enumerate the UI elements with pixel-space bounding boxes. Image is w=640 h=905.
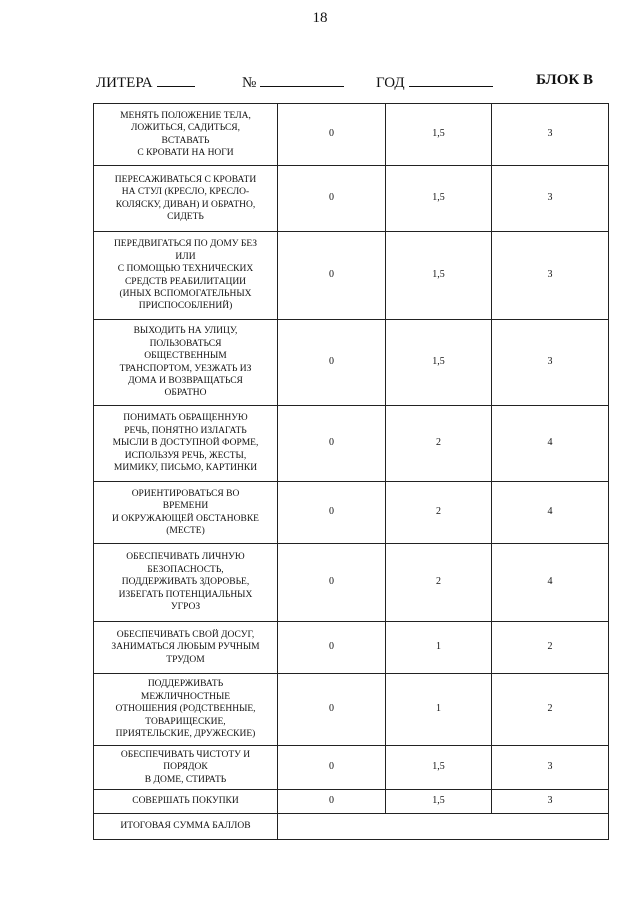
table-row — [94, 544, 609, 622]
score-cell[interactable]: 0 — [278, 622, 386, 674]
table-row — [94, 320, 609, 406]
score-cell[interactable]: 3 — [492, 166, 609, 232]
number-label: № — [242, 75, 257, 91]
ability-label: ВЫХОДИТЬ НА УЛИЦУ, ПОЛЬЗОВАТЬСЯ ОБЩЕСТВЕННЫМ ТРАНСПОРТОМ, УЕЗЖАТЬ ИЗ ДОМА И ВОЗВРАЩАТЬСЯ ОБРАТНО — [94, 320, 278, 406]
score-cell[interactable]: 4 — [492, 482, 609, 544]
table-row — [94, 232, 609, 320]
litera-field — [96, 72, 195, 92]
score-cell[interactable]: 1,5 — [386, 320, 492, 406]
score-cell[interactable]: 1,5 — [386, 790, 492, 814]
score-cell[interactable]: 0 — [278, 674, 386, 746]
ability-label: ОБЕСПЕЧИВАТЬ СВОЙ ДОСУГ, ЗАНИМАТЬСЯ ЛЮБЫМ РУЧНЫМ ТРУДОМ — [94, 622, 278, 674]
year-blank-line — [409, 72, 493, 87]
ability-label: ПЕРЕСАЖИВАТЬСЯ С КРОВАТИ НА СТУЛ (КРЕСЛО, КРЕСЛО- КОЛЯСКУ, ДИВАН) И ОБРАТНО, СИДЕТЬ — [94, 166, 278, 232]
score-cell[interactable]: 0 — [278, 544, 386, 622]
score-cell[interactable]: 2 — [386, 482, 492, 544]
number-field — [242, 72, 344, 92]
score-cell[interactable]: 3 — [492, 232, 609, 320]
score-cell[interactable]: 2 — [492, 674, 609, 746]
ability-label: ПОДДЕРЖИВАТЬ МЕЖЛИЧНОСТНЫЕ ОТНОШЕНИЯ (РОДСТВЕННЫЕ, ТОВАРИЩЕСКИЕ, ПРИЯТЕЛЬСКИЕ, ДРУЖЕСКИЕ) — [94, 674, 278, 746]
score-cell[interactable]: 4 — [492, 544, 609, 622]
score-cell[interactable]: 2 — [386, 544, 492, 622]
ability-label: ОБЕСПЕЧИВАТЬ ЧИСТОТУ И ПОРЯДОК В ДОМЕ, СТИРАТЬ — [94, 746, 278, 790]
table-row — [94, 104, 609, 166]
score-cell[interactable]: 1,5 — [386, 232, 492, 320]
table-row — [94, 674, 609, 746]
score-cell[interactable]: 1,5 — [386, 746, 492, 790]
score-cell[interactable]: 3 — [492, 790, 609, 814]
table-row — [94, 790, 609, 814]
ability-label: ПОНИМАТЬ ОБРАЩЕННУЮ РЕЧЬ, ПОНЯТНО ИЗЛАГАТЬ МЫСЛИ В ДОСТУПНОЙ ФОРМЕ, ИСПОЛЬЗУЯ РЕЧЬ, ЖЕСТЫ, МИМИКУ, ПИСЬМО, КАРТИНКИ — [94, 406, 278, 482]
assessment-table — [93, 103, 609, 840]
year-label: ГОД — [376, 75, 405, 91]
score-cell[interactable]: 0 — [278, 482, 386, 544]
score-cell[interactable]: 0 — [278, 406, 386, 482]
form-header — [96, 72, 596, 94]
score-cell[interactable]: 0 — [278, 232, 386, 320]
total-value-cell[interactable] — [278, 814, 609, 840]
litera-blank-line — [157, 72, 195, 87]
table-row — [94, 166, 609, 232]
ability-label: ПЕРЕДВИГАТЬСЯ ПО ДОМУ БЕЗ ИЛИ С ПОМОЩЬЮ ТЕХНИЧЕСКИХ СРЕДСТВ РЕАБИЛИТАЦИИ (ИНЫХ ВСПОМОГАТЕЛЬНЫХ ПРИСПОСОБЛЕНИЙ) — [94, 232, 278, 320]
score-cell[interactable]: 1 — [386, 674, 492, 746]
table-row — [94, 482, 609, 544]
score-cell[interactable]: 1,5 — [386, 166, 492, 232]
score-cell[interactable]: 3 — [492, 320, 609, 406]
score-cell[interactable]: 4 — [492, 406, 609, 482]
ability-label: ОРИЕНТИРОВАТЬСЯ ВО ВРЕМЕНИ И ОКРУЖАЮЩЕЙ ОБСТАНОВКЕ (МЕСТЕ) — [94, 482, 278, 544]
table-row — [94, 746, 609, 790]
score-cell[interactable]: 1,5 — [386, 104, 492, 166]
page-number: 18 — [312, 10, 328, 26]
litera-label: ЛИТЕРА — [96, 75, 153, 91]
score-cell[interactable]: 0 — [278, 790, 386, 814]
number-blank-line — [260, 72, 344, 87]
table-row — [94, 406, 609, 482]
total-label: ИТОГОВАЯ СУММА БАЛЛОВ — [94, 814, 278, 840]
year-field — [376, 72, 493, 92]
score-cell[interactable]: 3 — [492, 746, 609, 790]
score-cell[interactable]: 2 — [386, 406, 492, 482]
score-cell[interactable]: 0 — [278, 166, 386, 232]
ability-label: СОВЕРШАТЬ ПОКУПКИ — [94, 790, 278, 814]
block-title: БЛОК В — [536, 72, 594, 88]
score-cell[interactable]: 1 — [386, 622, 492, 674]
total-row — [94, 814, 609, 840]
score-cell[interactable]: 0 — [278, 104, 386, 166]
ability-label: ОБЕСПЕЧИВАТЬ ЛИЧНУЮ БЕЗОПАСНОСТЬ, ПОДДЕРЖИВАТЬ ЗДОРОВЬЕ, ИЗБЕГАТЬ ПОТЕНЦИАЛЬНЫХ УГРОЗ — [94, 544, 278, 622]
score-cell[interactable]: 3 — [492, 104, 609, 166]
score-cell[interactable]: 0 — [278, 746, 386, 790]
ability-label: МЕНЯТЬ ПОЛОЖЕНИЕ ТЕЛА, ЛОЖИТЬСЯ, САДИТЬСЯ, ВСТАВАТЬ С КРОВАТИ НА НОГИ — [94, 104, 278, 166]
score-cell[interactable]: 2 — [492, 622, 609, 674]
table-row — [94, 622, 609, 674]
score-cell[interactable]: 0 — [278, 320, 386, 406]
